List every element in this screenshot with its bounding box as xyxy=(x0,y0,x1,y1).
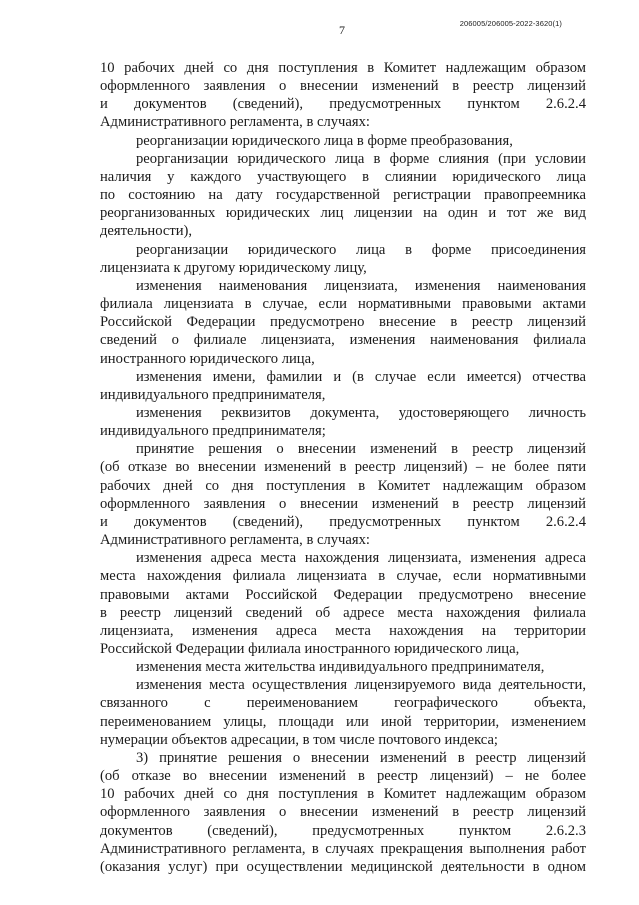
text-line: правовыми актами Российской Федерации предусмотрено внесение xyxy=(100,586,586,603)
text-line: нумерации объектов адресации, в том числе почтового индекса; xyxy=(100,731,498,748)
text-line: лицензиата к другому юридическому лицу, xyxy=(100,259,367,276)
text-line: Российской Федерации филиала иностранного юридического лица, xyxy=(100,641,520,657)
text-line: деятельности), xyxy=(100,223,193,240)
document-body xyxy=(100,59,586,876)
text-line: (об отказе во внесении изменений в реестр лицензий) – не более пяти xyxy=(100,459,586,476)
text-line: изменения места осуществления лицензируемого вида деятельности, xyxy=(136,677,586,694)
text-line: связанного с переименованием географического объекта, xyxy=(100,695,586,712)
text-line: иностранного юридического лица, xyxy=(100,350,315,367)
text-line: и документов (сведений), предусмотренных пунктом 2.6.2.4 xyxy=(100,513,586,530)
text-line: оформленного заявления о внесении изменений в реестр лицензий xyxy=(100,804,586,821)
text-line: 10 рабочих дней со дня поступления в Комитет надлежащим образом xyxy=(100,786,586,803)
page-number: 7 xyxy=(339,23,345,37)
text-line: индивидуального предпринимателя; xyxy=(100,423,326,440)
text-line: филиала лицензиата в случае, если нормативными правовыми актами xyxy=(100,296,586,313)
text-line: изменения реквизитов документа, удостоверяющего личность xyxy=(136,404,586,421)
text-line: изменения наименования лицензиата, изменения наименования xyxy=(136,277,586,294)
text-line: оформленного заявления о внесении изменений в реестр лицензий xyxy=(100,495,586,512)
text-line: (об отказе во внесении изменений в реестр лицензий) – не более xyxy=(100,768,586,785)
text-line: сведений о филиале лицензиата, изменения наименования филиала xyxy=(100,332,586,349)
text-line: документов (сведений), предусмотренных пунктом 2.6.2.3 xyxy=(100,822,586,839)
text-line: рабочих дней со дня поступления в Комитет надлежащим образом xyxy=(100,477,586,494)
document-code: 206005/206005-2022-3620(1) xyxy=(459,19,562,28)
text-line: Административного регламента, в случаях прекращения выполнения работ xyxy=(100,840,586,857)
text-line: места нахождения филиала лицензиата в случае, если нормативными xyxy=(100,568,586,585)
text-line: 10 рабочих дней со дня поступления в Комитет надлежащим образом xyxy=(100,60,586,76)
text-line: индивидуального предпринимателя, xyxy=(100,386,326,403)
text-line: наличия у каждого участвующего в слиянии юридического лица xyxy=(100,168,586,185)
text-line: Административного регламента, в случаях: xyxy=(100,114,370,131)
text-line: и документов (сведений), предусмотренных пунктом 2.6.2.4 xyxy=(100,96,586,113)
text-line: реорганизации юридического лица в форме слияния (при условии xyxy=(136,150,586,167)
text-line: принятие решения о внесении изменений в реестр лицензий xyxy=(136,441,586,458)
text-line: (оказания услуг) при осуществлении медицинской деятельности в одном xyxy=(100,858,586,875)
text-line: переименованием улицы, площади или иной территории, изменением xyxy=(100,713,586,730)
text-line: оформленного заявления о внесении изменений в реестр лицензий xyxy=(100,78,586,95)
text-line: изменения места жительства индивидуального предпринимателя, xyxy=(136,659,545,676)
text-line: 3) принятие решения о внесении изменений в реестр лицензий xyxy=(136,749,586,766)
text-line: реорганизованных юридических лиц лицензии на один и тот же вид xyxy=(100,205,586,222)
text-line: в реестр лицензий сведений об адресе места нахождения филиала xyxy=(100,604,586,621)
text-line: Российской Федерации предусмотрено внесение в реестр лицензий xyxy=(100,314,586,331)
text-line: по состоянию на дату государственной регистрации правопреемника xyxy=(100,187,586,204)
text-line: лицензиата, изменения адреса места нахождения на территории xyxy=(100,622,586,639)
text-line: Административного регламента, в случаях: xyxy=(100,532,370,549)
text-line: реорганизации юридического лица в форме преобразования, xyxy=(136,132,513,149)
text-line: изменения имени, фамилии и (в случае если имеется) отчества xyxy=(136,368,586,385)
text-line: реорганизации юридического лица в форме присоединения xyxy=(136,241,586,258)
text-line: изменения адреса места нахождения лицензиата, изменения адреса xyxy=(136,550,586,567)
